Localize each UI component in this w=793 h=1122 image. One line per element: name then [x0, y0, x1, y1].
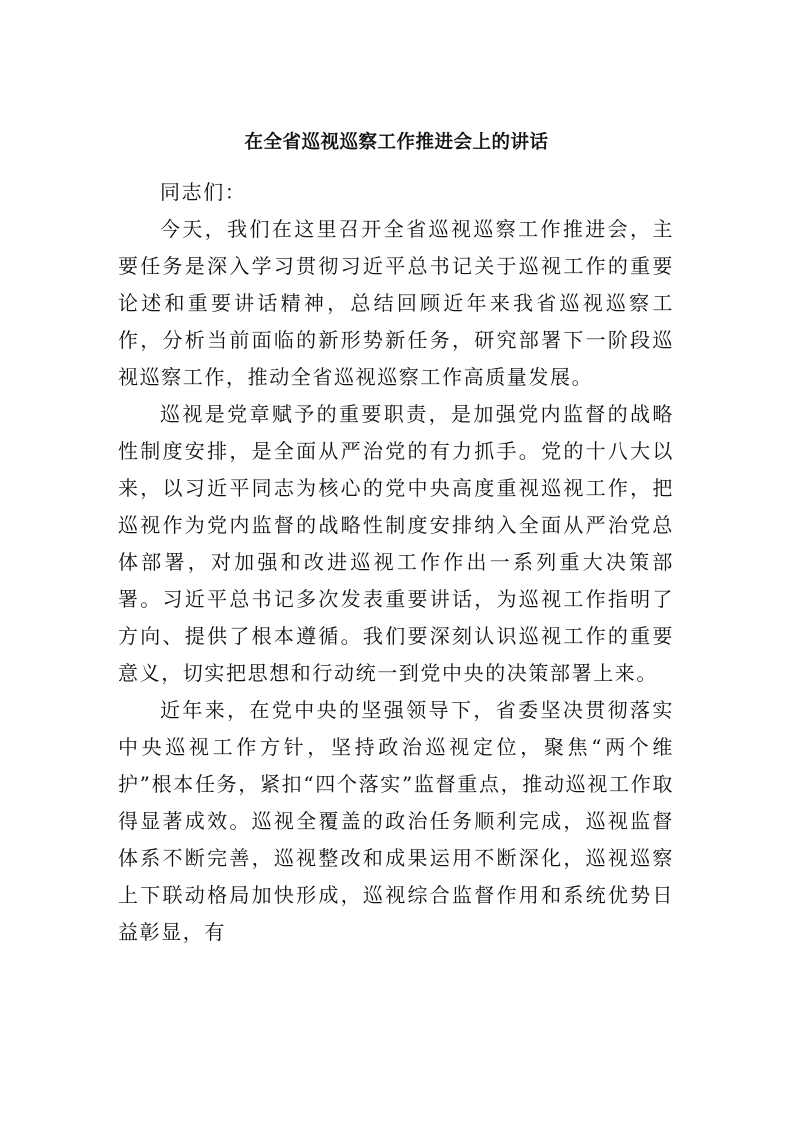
paragraph-2: 巡视是党章赋予的重要职责，是加强党内监督的战略性制度安排，是全面从严治党的有力抓手。党的十八大以来，以习近平同志为核心的党中央高度重视巡视工作，把巡视作为党内监督的战略性制度安排纳入全面从严治党总体部署，对加强和改进巡视工作作出一系列重大决策部署。习近平总书记多次发表重要讲话，为巡视工作指明了方向、提供了根本遵循。我们要深刻认识巡视工作的重要意义，切实把思想和行动统一到党中央的决策部署上来。 [118, 402, 674, 685]
page-title: 在全省巡视巡察工作推进会上的讲话 [244, 132, 549, 153]
document-body [118, 168, 674, 951]
paragraph-3: 近年来，在党中央的坚强领导下，省委坚决贯彻落实中央巡视工作方针，坚持政治巡视定位，聚焦“两个维护”根本任务，紧扣“四个落实”监督重点，推动巡视工作取得显著成效。巡视全覆盖的政治任务顺利完成，巡视监督体系不断完善，巡视整改和成果运用不断深化，巡视巡察上下联动格局加快形成，巡视综合监督作用和系统优势日益彰显，有 [118, 698, 674, 944]
greeting: 同志们： [160, 180, 247, 204]
paragraph-1: 今天，我们在这里召开全省巡视巡察工作推进会，主要任务是深入学习贯彻习近平总书记关于巡视工作的重要论述和重要讲话精神，总结回顾近年来我省巡视巡察工作，分析当前面临的新形势新任务，研究部署下一阶段巡视巡察工作，推动全省巡视巡察工作高质量发展。 [118, 217, 674, 389]
